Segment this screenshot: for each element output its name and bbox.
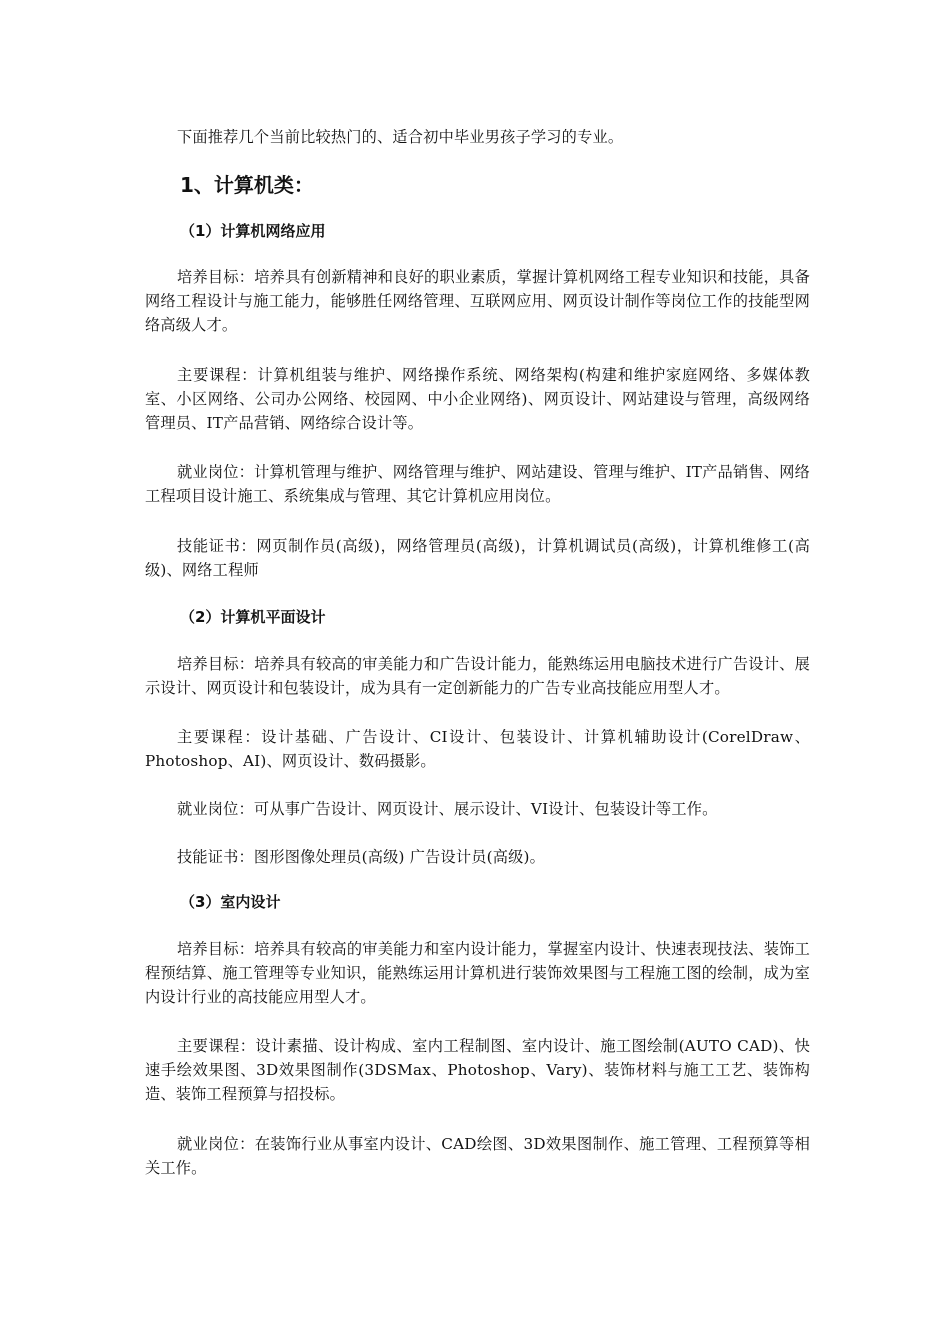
major-goal-network: 培养目标：培养具有创新精神和良好的职业素质，掌握计算机网络工程专业知识和技能，具备网络工程设计与施工能力，能够胜任网络管理、互联网应用、网页设计制作等岗位工作的技能型网络高级人才。 bbox=[145, 268, 810, 334]
major-jobs-interior: 就业岗位：在装饰行业从事室内设计、CAD绘图、3D效果图制作、施工管理、工程预算等相关工作。 bbox=[145, 1135, 810, 1177]
section-title: 1、计算机类： bbox=[180, 173, 314, 197]
major-goal-interior: 培养目标：培养具有较高的审美能力和室内设计能力，掌握室内设计、快速表现技法、装饰工程预结算、施工管理等专业知识，能熟练运用计算机进行装饰效果图与工程施工图的绘制，成为室内设计行业的高技能应用型人才。 bbox=[145, 940, 810, 1006]
major-heading-network: （1）计算机网络应用 bbox=[180, 222, 326, 240]
major-heading-graphic: （2）计算机平面设计 bbox=[180, 608, 326, 626]
major-jobs-network: 就业岗位：计算机管理与维护、网络管理与维护、网站建设、管理与维护、IT产品销售、网络工程项目设计施工、系统集成与管理、其它计算机应用岗位。 bbox=[145, 463, 810, 505]
intro-paragraph: 下面推荐几个当前比较热门的、适合初中毕业男孩子学习的专业。 bbox=[177, 128, 624, 146]
major-certs-graphic: 技能证书：图形图像处理员(高级) 广告设计员(高级)。 bbox=[177, 848, 546, 866]
major-courses-graphic: 主要课程：设计基础、广告设计、CI设计、包装设计、计算机辅助设计(CorelDraw、Photoshop、AI)、网页设计、数码摄影。 bbox=[145, 728, 810, 770]
major-heading-interior: （3）室内设计 bbox=[180, 893, 281, 911]
major-certs-network: 技能证书：网页制作员(高级)，网络管理员(高级)，计算机调试员(高级)，计算机维修工(高级)、网络工程师 bbox=[145, 537, 810, 579]
major-jobs-graphic: 就业岗位：可从事广告设计、网页设计、展示设计、VI设计、包装设计等工作。 bbox=[177, 800, 718, 818]
major-courses-network: 主要课程：计算机组装与维护、网络操作系统、网络架构(构建和维护家庭网络、多媒体教室、小区网络、公司办公网络、校园网、中小企业网络)、网页设计、网站建设与管理，高级网络管理员、IT产品营销、网络综合设计等。 bbox=[145, 366, 810, 432]
major-goal-graphic: 培养目标：培养具有较高的审美能力和广告设计能力，能熟练运用电脑技术进行广告设计、展示设计、网页设计和包装设计，成为具有一定创新能力的广告专业高技能应用型人才。 bbox=[145, 655, 810, 697]
major-courses-interior: 主要课程：设计素描、设计构成、室内工程制图、室内设计、施工图绘制(AUTO CAD)、快速手绘效果图、3D效果图制作(3DSMax、Photoshop、Vary)、装饰材料与施工工艺、装饰构造、装饰工程预算与招投标。 bbox=[145, 1037, 810, 1103]
